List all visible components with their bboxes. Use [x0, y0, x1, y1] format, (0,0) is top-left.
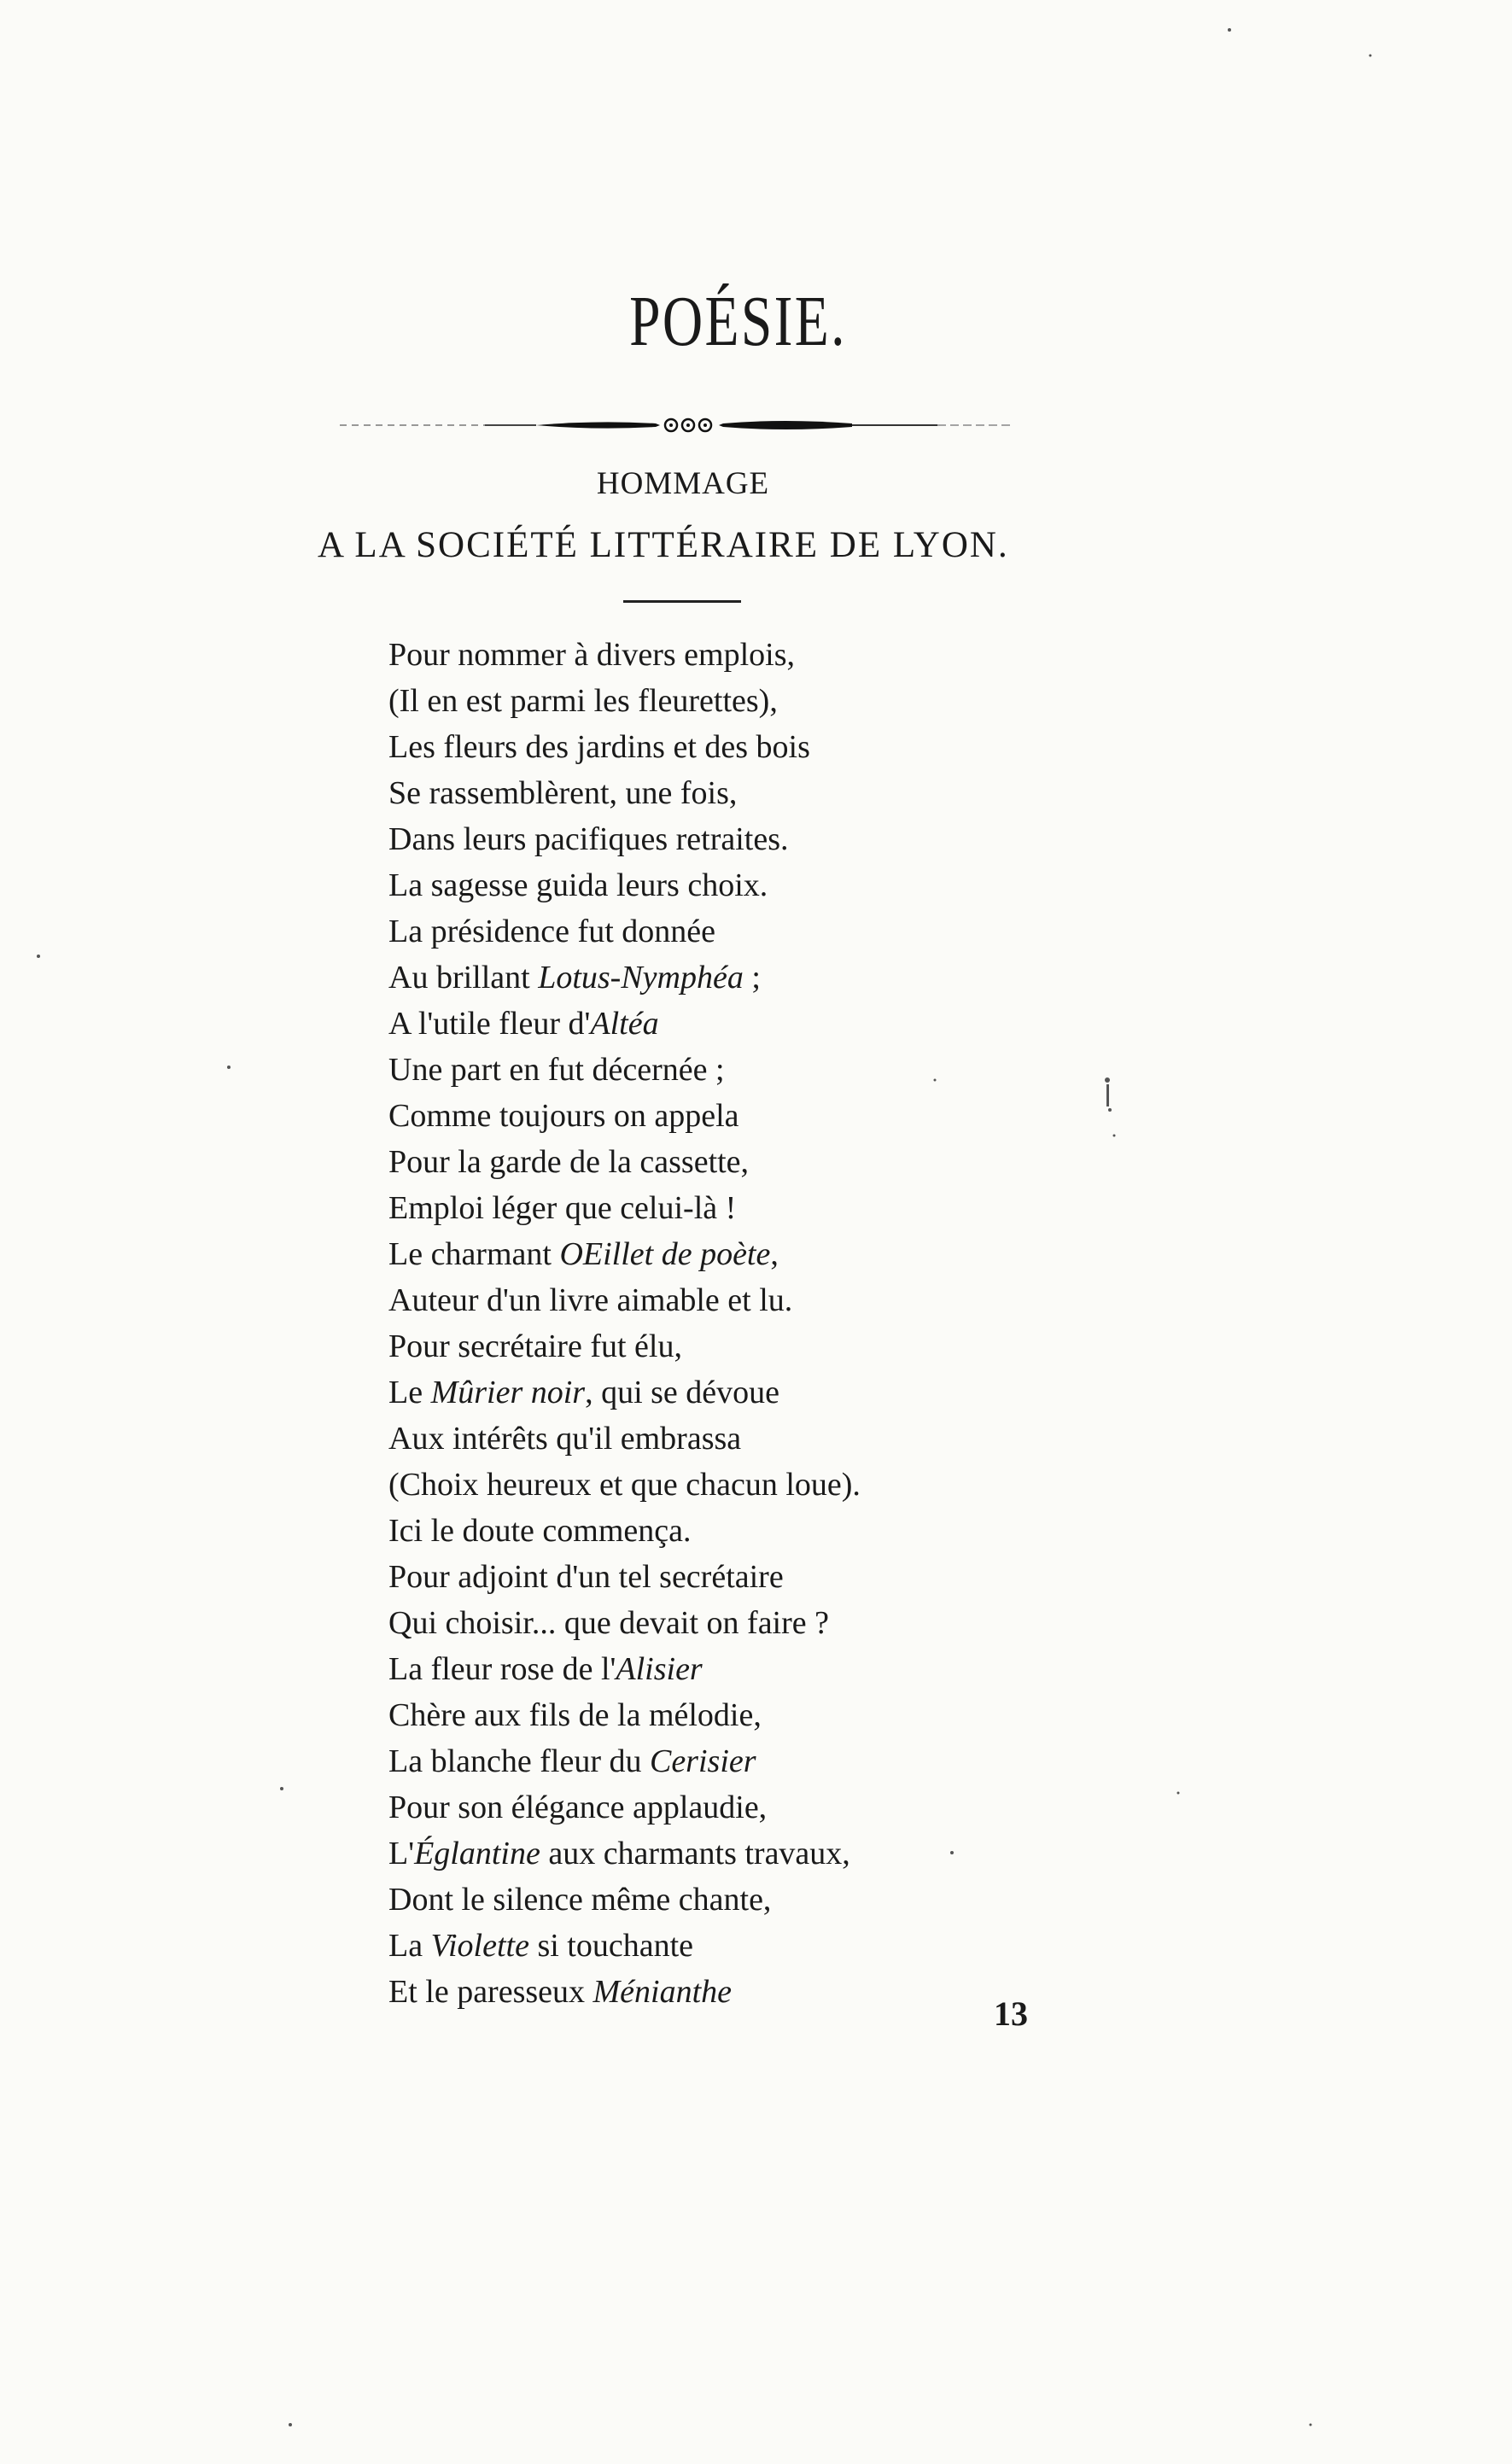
poem-line [388, 1231, 861, 1277]
verse-text: ; [743, 960, 761, 996]
verse-text: si touchante [528, 1928, 693, 1964]
verse-text: La sagesse guida leurs choix. [388, 867, 768, 903]
verse-text: La [388, 1928, 431, 1964]
verse-text: Au brillant [388, 960, 539, 996]
verse-text: Qui choisir... que devait on faire ? [388, 1605, 830, 1641]
verse-text: Pour son élégance applaudie, [388, 1790, 768, 1825]
poem-line [388, 1093, 861, 1139]
verse-text: A l'utile fleur d' [388, 1006, 591, 1042]
ornamental-rule [340, 408, 1011, 442]
verse-text: (Il en est parmi les fleurettes), [388, 683, 778, 719]
verse-text: L' [388, 1836, 415, 1871]
poem-line [388, 1646, 861, 1692]
flower-name: Mûrier noir [430, 1375, 586, 1410]
verse-text: Se rassemblèrent, une fois, [388, 775, 738, 811]
verse-text: Ici le doute commença. [388, 1513, 692, 1549]
poem-line [388, 1001, 861, 1047]
poem-line [388, 1416, 861, 1462]
verse-text: Chère aux fils de la mélodie, [388, 1697, 762, 1733]
verse-text: Auteur d'un livre aimable et lu. [388, 1282, 793, 1318]
poem-heading-dedication: A LA SOCIÉTÉ LITTÉRAIRE DE LYON. [318, 525, 1009, 565]
verse-text: Comme toujours on appela [388, 1098, 739, 1134]
verse-text: Et le paresseux [388, 1974, 593, 2010]
poem-line [388, 1323, 861, 1369]
verse-text: Pour la garde de la cassette, [388, 1144, 750, 1180]
poem-line [388, 908, 861, 955]
flower-name: Altéa [590, 1006, 659, 1042]
verse-text: Dont le silence même chante, [388, 1882, 772, 1918]
poem-body [388, 632, 861, 2015]
poem-line [388, 1047, 861, 1093]
verse-text: , qui se dévoue [585, 1375, 780, 1410]
verse-text: (Choix heureux et que chacun loue). [388, 1467, 861, 1503]
verse-text: Aux intérêts qu'il embrassa [388, 1421, 742, 1457]
verse-text: Dans leurs pacifiques retraites. [388, 821, 789, 857]
flower-name: Alisier [616, 1651, 703, 1687]
poem-line [388, 1369, 861, 1416]
poem-line [388, 955, 861, 1001]
verse-text: Une part en fut décernée ; [388, 1052, 725, 1088]
poem-line [388, 1554, 861, 1600]
poem-line [388, 1462, 861, 1508]
verse-text: Les fleurs des jardins et des bois [388, 729, 810, 765]
poem-line [388, 1185, 861, 1231]
poem-line [388, 632, 861, 678]
poem-line [388, 1738, 861, 1784]
verse-text: Pour nommer à divers emplois, [388, 637, 795, 673]
flower-name: OEillet de poète [559, 1236, 771, 1272]
page-number: 13 [994, 1994, 1028, 2033]
verse-text: , [770, 1236, 779, 1272]
poem-line [388, 1969, 861, 2015]
poem-line [388, 724, 861, 770]
verse-text: Pour secrétaire fut élu, [388, 1328, 682, 1364]
poem-line [388, 862, 861, 908]
flower-name: Violette [430, 1928, 529, 1964]
poem-line [388, 1830, 861, 1877]
poem-line [388, 1692, 861, 1738]
poem-line [388, 1277, 861, 1323]
poem-heading-hommage: HOMMAGE [596, 466, 770, 501]
poem-line [388, 1923, 861, 1969]
verse-text: La fleur rose de l' [388, 1651, 616, 1687]
poem-line [388, 1877, 861, 1923]
verse-text: Le charmant [388, 1236, 560, 1272]
poem-line [388, 816, 861, 862]
verse-text: Pour adjoint d'un tel secrétaire [388, 1559, 784, 1595]
verse-text: La blanche fleur du [388, 1743, 650, 1779]
flower-name: Ménianthe [593, 1974, 733, 2010]
verse-text: Emploi léger que celui-là ! [388, 1190, 737, 1226]
divider-rule [623, 600, 741, 603]
poem-line [388, 1139, 861, 1185]
poem-line [388, 1784, 861, 1830]
poem-line [388, 678, 861, 724]
page-title: POÉSIE. [629, 282, 847, 361]
flower-name: Églantine [414, 1836, 540, 1871]
poem-line [388, 1508, 861, 1554]
poem-line [388, 770, 861, 816]
verse-text: aux charmants travaux, [540, 1836, 850, 1871]
verse-text: La présidence fut donnée [388, 914, 715, 949]
flower-name: Cerisier [649, 1743, 756, 1779]
flower-name: Lotus-Nymphéa [538, 960, 744, 996]
verse-text: Le [388, 1375, 431, 1410]
poem-line [388, 1600, 861, 1646]
